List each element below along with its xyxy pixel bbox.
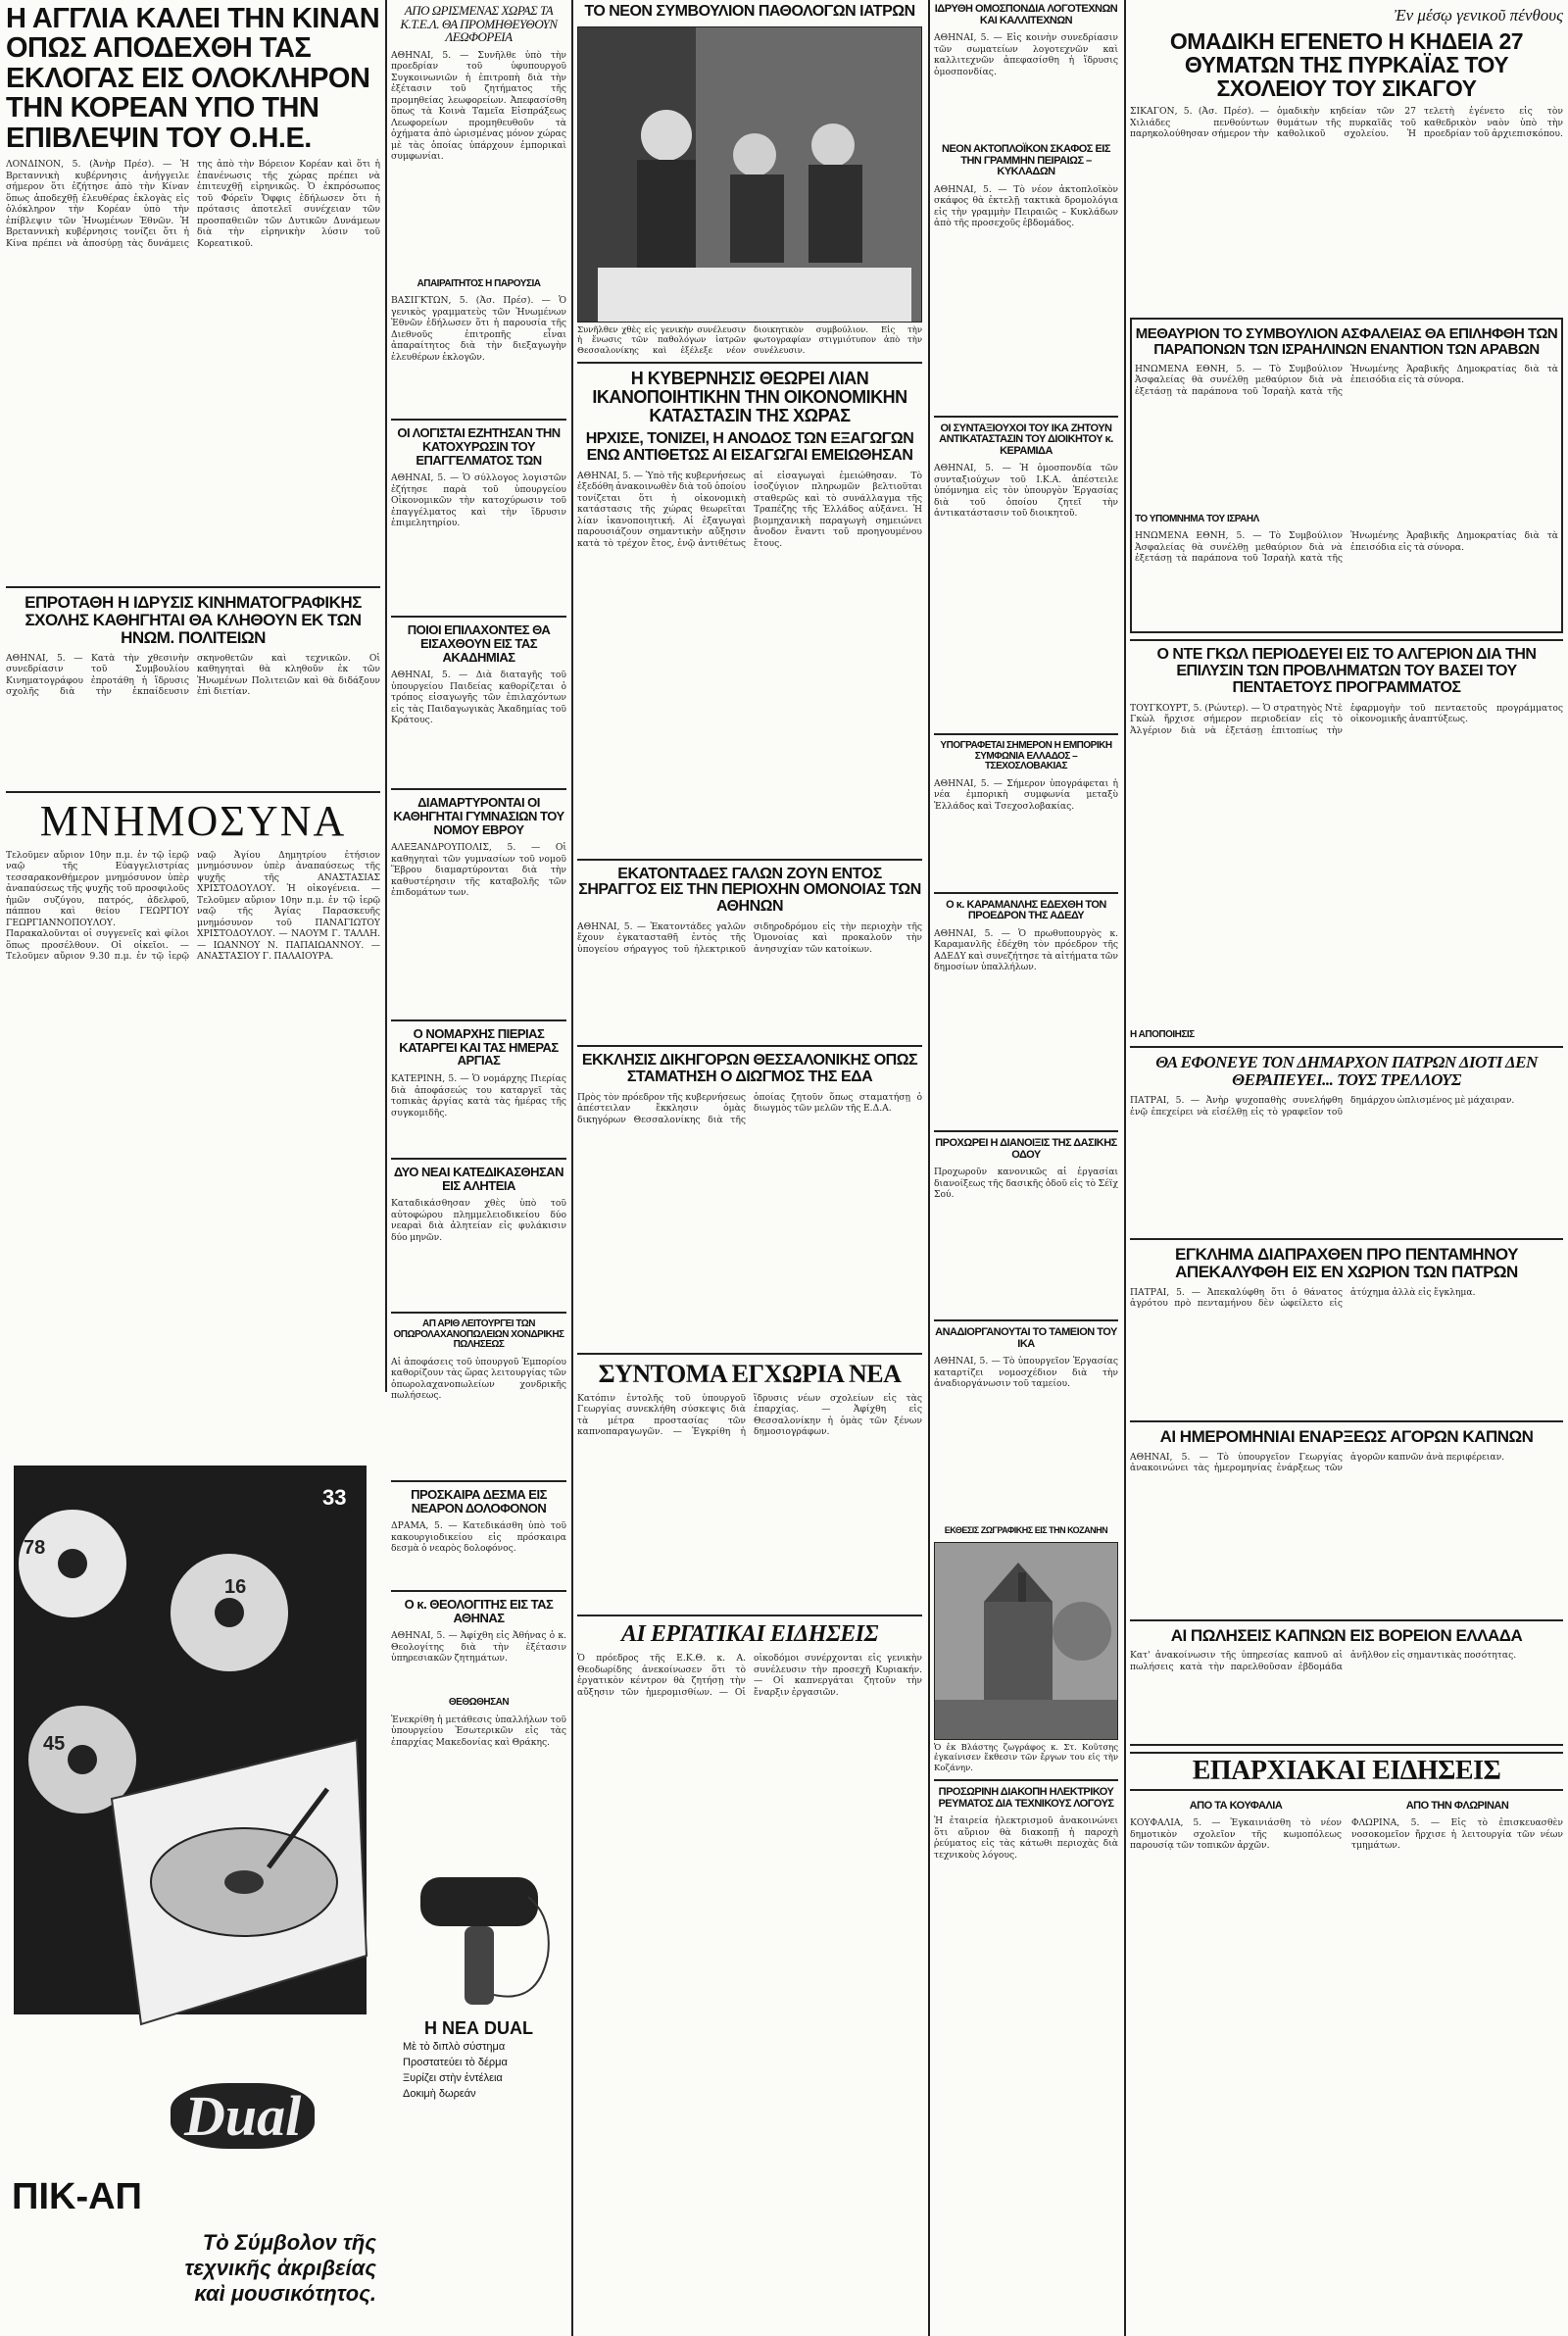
article-headline: ΤΟ ΝΕΟΝ ΣΥΜΒΟΥΛΙΟΝ ΠΑΘΟΛΟΓΩΝ ΙΑΤΡΩΝ [584,3,915,20]
divider [1130,1744,1563,1746]
ad-slogan-line: Τὸ Σύμβολον τῆς [202,2230,376,2255]
article-body: ΑΘΗΝΑΙ, 5. — Εἰς κοινὴν συνεδρίασιν τῶν σωματείων λογοτεχνῶν καὶ καλλιτεχνῶν ἀπεφασίσθη ἡ ἵδρυσις ὁμοσπονδίας. [934,32,1118,77]
photo-doctors-meeting [577,26,922,323]
column-4 [934,0,1118,2336]
column-1 [6,0,380,1392]
article-headline: ΘΕΘΩΘΗΣΑΝ [448,1697,510,1709]
razor-feature: Μὲ τὸ διπλὸ σύστημα [403,2040,506,2053]
kicker-note: Ἐν μέσῳ γενικοῦ πένθους [1394,6,1563,25]
turntable-illustration [4,1446,381,2054]
ad-slogan-line: καὶ μουσικότητος. [194,2281,376,2306]
ad-slogan [161,2230,376,2307]
divider [934,1319,1118,1321]
article-body: Κατ' ἀνακοίνωσιν τῆς ὑπηρεσίας καπνοῦ αἱ πωλήσεις κατὰ τὴν παρελθοῦσαν ἑβδομάδα ἀνῆλθον εἰς σημαντικὰς ποσότητας. [1130,1650,1517,1672]
article-body: ΠΑΤΡΑΙ, 5. — Ἀνὴρ ψυχοπαθὴς συνελήφθη ἐνῷ ἐπεχείρει νὰ εἰσέλθῃ εἰς τὸ γραφεῖον τοῦ δημάρχου ὡπλισμένος μὲ μάχαιραν. [1130,1095,1515,1118]
divider [934,1779,1118,1781]
article-body: ΑΘΗΝΑΙ, 5. — Τὸ ὑπουργεῖον Γεωργίας ἀνακοινώνει τὰς ἡμερομηνίας ἐνάρξεως τῶν ἀγορῶν καπνῶν ἀνὰ περιφέρειαν. [1130,1451,1505,1474]
photo-painting-exhibition [934,1542,1118,1740]
article-subheadline: ΑΠΑΙΡΑΙΤΗΤΟΣ Η ΠΑΡΟΥΣΙΑ [416,277,541,289]
article-body: ΑΘΗΝΑΙ, 5. — Τὸ ὑπουργεῖον Ἐργασίας καταρτίζει νομοσχέδιον διὰ τὴν ἀναδιοργάνωσιν τοῦ ταμείου. [934,1356,1118,1390]
razor-head [420,1877,538,1926]
divider [391,1480,566,1482]
photo-caption: Ὁ ἐκ Βλάστης ζωγράφος κ. Στ. Κοῦτσης ἐγκαίνισεν ἔκθεσιν τῶν ἔργων του εἰς τὴν Κοζάνην. [934,1742,1118,1773]
razor-handle [465,1926,494,2005]
column-rule [571,0,573,2336]
regional-news-row [1130,1797,1563,2034]
divider [934,733,1118,735]
record-label-45: 45 [43,1733,66,1755]
article-body: ΑΘΗΝΑΙ, 5. — Ὁ σύλλογος λογιστῶν ἐζήτησε παρὰ τοῦ ὑπουργείου Οἰκονομικῶν τὴν κατοχύρωσιν τοῦ ἐπαγγέλματος καὶ τὴν ἵδρυσιν ἐπιμελητηρίου. [391,472,566,529]
article-subheadline: ΤΟ ΥΠΟΜΝΗΜΑ ΤΟΥ ΙΣΡΑΗΛ [1135,513,1259,524]
divider [1130,1619,1563,1621]
divider [577,1353,922,1355]
boxed-article-security-council [1130,318,1563,633]
article-headline: ΟΙ ΣΥΝΤΑΞΙΟΥΧΟΙ ΤΟΥ ΙΚΑ ΖΗΤΟΥΝ ΑΝΤΙΚΑΤΑΣΤΑΣΙΝ ΤΟΥ ΔΙΟΙΚΗΤΟΥ κ. ΚΕΡΑΜΙΔΑ [939,422,1113,457]
divider [391,1590,566,1592]
article-subheadline: ΑΠΟ ΤΗΝ ΦΛΩΡΙΝΑΝ [1405,1799,1509,1812]
razor-illustration [391,1858,566,2014]
article-body: ΒΑΣΙΓΚΤΩΝ, 5. (Ἀσ. Πρέσ). — Ὁ γενικὸς γραμματεὺς τῶν Ἡνωμένων Ἐθνῶν ἐδήλωσεν ὅτι ἡ παρουσία τῆς Διεθνοῦς ἐπιτροπῆς εἶναι ἀπαραίτητος διὰ τὴν διεξαγωγὴν ἐλευθέρων ἐκλογῶν. [391,295,566,363]
divider [391,1312,566,1314]
article-body: ΑΘΗΝΑΙ, 5. — Διὰ διαταγῆς τοῦ ὑπουργείου Παιδείας καθορίζεται ὁ τρόπος εἰσαγωγῆς τῶν ἐπιλαχόντων εἰς τὰς Παιδαγωγικὰς Ἀκαδημίας τοῦ Κράτους. [391,670,566,726]
razor-feature: Δοκιμὴ δωρεάν [403,2087,476,2100]
divider [577,362,922,364]
article-body: ΑΘΗΝΑΙ, 5. — Ἑκατοντάδες γαλῶν ἔχουν ἐγκατασταθῆ ἐντὸς τῆς ὑπογείου σήραγγος τοῦ ἠλεκτρικοῦ σιδηροδρόμου εἰς τὴν περιοχὴν τῆς Ὁμονοίας καὶ προκαλοῦν τὴν ἀνησυχίαν τῶν κατοίκων. [577,920,922,955]
article-headline: ΠΡΟΧΩΡΕΙ Η ΔΙΑΝΟΙΞΙΣ ΤΗΣ ΔΑΣΙΚΗΣ ΟΔΟΥ [935,1136,1117,1161]
article-body: Καταδικάσθησαν χθὲς ὑπὸ τοῦ αὐτοφώρου πλημμελειοδικείου δύο νεαραὶ διὰ ἀλητείαν εἰς φυλάκισιν δύο μηνῶν. [391,1198,566,1243]
column-rule [928,0,930,2336]
regional-news-item [1351,1797,1563,2034]
article-body: ΠΑΤΡΑΙ, 5. — Ἀπεκαλύφθη ὅτι ὁ θάνατος ἀγρότου πρὸ πενταμήνου δὲν ὠφείλετο εἰς ἀτύχημα ἀλλὰ εἰς ἔγκλημα. [1130,1286,1476,1310]
article-headline: ΟΙ ΛΟΓΙΣΤΑΙ ΕΖΗΤΗΣΑΝ ΤΗΝ ΚΑΤΟΧΥΡΩΣΙΝ ΤΟΥ ΕΠΑΓΓΕΛΜΑΤΟΣ ΤΩΝ [397,425,561,468]
article-body: Αἱ ἀποφάσεις τοῦ ὑπουργοῦ Ἐμπορίου καθορίζουν τὰς ὥρας λειτουργίας τῶν ὀπωρολαχανοπωλείων χονδρικῆς πωλήσεως. [391,1356,566,1402]
article-headline: ΕΠΡΟΤΑΘΗ Η ΙΔΡΥΣΙΣ ΚΙΝΗΜΑΤΟΓΡΑΦΙΚΗΣ ΣΧΟΛΗΣ ΚΑΘΗΓΗΤΑΙ ΘΑ ΚΛΗΘΟΥΝ ΕΚ ΤΩΝ ΗΝΩΜ. ΠΟΛΙΤΕΙΩΝ [24,593,362,647]
advertisement-dual-razor [391,1858,566,2152]
article-subheadline: Η ΑΠΟΠΟΙΗΣΙΣ [1130,1028,1195,1040]
article-body: ΗΝΩΜΕΝΑ ΕΘΝΗ, 5. — Τὸ Συμβούλιον Ἀσφαλείας θὰ συνέλθῃ μεθαύριον διὰ νὰ ἐξετάσῃ τὰ παράπονα τοῦ Ἰσραὴλ κατὰ τῆς Ἡνωμένης Ἀραβικῆς Δημοκρατίας διὰ τὰ ἐπεισόδια εἰς τὰ σύνορα. [1135,530,1558,565]
article-body: Προχωροῦν κανονικῶς αἱ ἐργασίαι διανοίξεως τῆς δασικῆς ὁδοῦ εἰς τὸ Σέϊχ Σού. [934,1167,1118,1201]
article-headline: ΔΙΑΜΑΡΤΥΡΟΝΤΑΙ ΟΙ ΚΑΘΗΓΗΤΑΙ ΓΥΜΝΑΣΙΩΝ ΤΟΥ ΝΟΜΟΥ ΕΒΡΟΥ [393,795,564,837]
article-body: ΗΝΩΜΕΝΑ ΕΘΝΗ, 5. — Τὸ Συμβούλιον Ἀσφαλείας θὰ συνέλθῃ μεθαύριον διὰ νὰ ἐξετάσῃ τὰ παράπονα τοῦ Ἰσραὴλ κατὰ τῆς Ἡνωμένης Ἀραβικῆς Δημοκρατίας διὰ τὰ ἐπεισόδια εἰς τὰ σύνορα. [1135,363,1558,397]
article-headline: ΕΓΚΛΗΜΑ ΔΙΑΠΡΑΧΘΕΝ ΠΡΟ ΠΕΝΤΑΜΗΝΟΥ ΑΠΕΚΑΛΥΦΘΗ ΕΙΣ ΕΝ ΧΩΡΙΟΝ ΤΩΝ ΠΑΤΡΩΝ [1175,1245,1518,1281]
divider [1130,1046,1563,1048]
article-body: ΣΙΚΑΓΟΝ, 5. (Ἀσ. Πρέσ). — Χιλιάδες πενθούντων παρηκολούθησαν σήμερον τὴν ὁμαδικὴν κηδείαν τῶν 27 θυμάτων τῆς πυρκαϊᾶς τοῦ καθολικοῦ σχολείου. Ἡ τελετὴ ἐγένετο εἰς τὸν καθεδρικὸν ναὸν ὑπὸ τὴν προεδρίαν τοῦ ἀρχιεπισκόπου. [1130,106,1563,140]
divider [391,616,566,618]
article-headline: ΜΕΘΑΥΡΙΟΝ ΤΟ ΣΥΜΒΟΥΛΙΟΝ ΑΣΦΑΛΕΙΑΣ ΘΑ ΕΠΙΛΗΦΘΗ ΤΩΝ ΠΑΡΑΠΟΝΩΝ ΤΩΝ ΙΣΡΑΗΛΙΝΩΝ ΕΝΑΝΤΙΟΝ ΤΩΝ ΑΡΑΒΩΝ [1135,325,1558,359]
divider [934,1130,1118,1132]
painting-illustration [935,1543,1118,1739]
article-body: ΛΟΝΔΙΝΟΝ, 5. (Ἀνὴρ Πρέσ). — Ἡ Βρεταννικὴ κυβέρνησις ἀνήγγειλε σήμερον ὅτι ἐζήτησε ἀπὸ τὴν Κίναν ὅπως ἀποδεχθῇ ἐλευθέρας ἐκλογὰς εἰς ὁλόκληρον τὴν Κορέαν ὑπὸ τὴν ἐπίβλεψιν τῶν Ἡνωμένων Ἐθνῶν. Ἡ Βρεταννικὴ κυβέρνησις τονίζει ὅτι ἡ Κίνα πρέπει νὰ ἀποσύρῃ τὰς δυνάμεις της ἀπὸ τὴν Βόρειον Κορέαν καὶ ὅτι ἡ ἐπανένωσις τῆς χώρας πρέπει νὰ ἐπιτευχθῇ εἰρηνικῶς. Ὁ ἐκπρόσωπος τοῦ Φόρεϊν Ὄφφις ἐδήλωσεν ὅτι ἡ πρότασις ἀποτελεῖ συνέχειαν τῶν προσπαθειῶν τῶν Δυτικῶν Δυνάμεων διὰ τὴν εἰρηνικὴν λύσιν τοῦ Κορεατικοῦ. [6,159,380,249]
article-headline: Ο κ. ΚΑΡΑΜΑΝΛΗΣ ΕΔΕΧΘΗ ΤΟΝ ΠΡΟΕΔΡΟΝ ΤΗΣ ΑΔΕΔΥ [946,898,1106,922]
razor-feature: Ξυρίζει στὴν ἐντέλεια [403,2071,503,2084]
article-body: ΑΘΗΝΑΙ, 5. — Ὑπὸ τῆς κυβερνήσεως ἐξεδόθη ἀνακοινωθὲν διὰ τοῦ ὁποίου τονίζεται ὅτι ἡ οἰκονομικὴ κατάστασις τῆς χώρας θεωρεῖται λίαν ἱκανοποιητική. Αἱ ἐξαγωγαὶ παρουσιάζουν σημαντικὴν αὔξησιν κατὰ τὸ τρέχον ἔτος, ἐνῷ ἀντιθέτως αἱ εἰσαγωγαὶ ἐμειώθησαν. Τὸ ἰσοζύγιον πληρωμῶν βελτιοῦται σταθερῶς καὶ τὸ συνάλλαγμα τῆς Τραπέζης τῆς Ἑλλάδος αὐξάνει. Ἡ βιομηχανικὴ παραγωγὴ σημειώνει ἄνοδον ἔναντι τοῦ προηγουμένου ἔτους. [577,470,922,549]
platter-spindle [224,1870,264,1894]
column-rule [385,0,387,1392]
divider [577,1045,922,1047]
article-body: ΚΑΤΕΡΙΝΗ, 5. — Ὁ νομάρχης Πιερίας διὰ ἀποφάσεώς του καταργεῖ τὰς τοπικὰς ἀργίας κατὰ τὰς ἡμέρας τῆς συγκομιδῆς. [391,1073,566,1118]
column-2 [391,0,566,2336]
section-title-short-news: ΣΥΝΤΟΜΑ ΕΓΧΩΡΙΑ ΝΕΑ [598,1359,902,1388]
article-headline: ΘΑ ΕΦΟΝΕΥΕ ΤΟΝ ΔΗΜΑΡΧΟΝ ΠΑΤΡΩΝ ΔΙΟΤΙ ΔΕΝ ΘΕΡΑΠΕΥΕΙ... ΤΟΥΣ ΤΡΕΛΛΟΥΣ [1155,1053,1538,1090]
ad-title: ΠΙΚ-ΑΠ [12,2176,142,2217]
divider [934,892,1118,894]
article-headline: Η ΚΥΒΕΡΝΗΣΙΣ ΘΕΩΡΕΙ ΛΙΑΝ ΙΚΑΝΟΠΟΙΗΤΙΚΗΝ ΤΗΝ ΟΙΚΟΝΟΜΙΚΗΝ ΚΑΤΑΣΤΑΣΙΝ ΤΗΣ ΧΩΡΑΣ [592,369,907,426]
divider [577,1615,922,1616]
article-subheadline: ΑΠΟ ΤΑ ΚΟΥΦΑΛΙΑ [1189,1799,1283,1812]
article-headline: ΑΙ ΗΜΕΡΟΜΗΝΙΑΙ ΕΝΑΡΞΕΩΣ ΑΓΟΡΩΝ ΚΑΠΝΩΝ [1159,1426,1534,1446]
article-body: ΑΘΗΝΑΙ, 5. — Σήμερον ὑπογράφεται ἡ νέα ἐμπορικὴ συμφωνία μεταξὺ Ἑλλάδος καὶ Τσεχοσλοβακίας. [934,777,1118,812]
article-headline: Ο ΝΤΕ ΓΚΩΛ ΠΕΡΙΟΔΕΥΕΙ ΕΙΣ ΤΟ ΑΛΓΕΡΙΟΝ ΔΙΑ ΤΗΝ ΕΠΙΛΥΣΙΝ ΤΩΝ ΠΡΟΒΛΗΜΑΤΩΝ ΤΟΥ ΒΑΣΕΙ ΤΟΥ ΠΕΝΤΑΕΤΟΥΣ ΠΡΟΓΡΑΜΜΑΤΟΣ [1156,646,1537,697]
article-headline: Ο ΝΟΜΑΡΧΗΣ ΠΙΕΡΙΑΣ ΚΑΤΑΡΓΕΙ ΚΑΙ ΤΑΣ ΗΜΕΡΑΣ ΑΡΓΙΑΣ [399,1026,559,1069]
article-headline: ΑΠ ΑΡΙΘ ΛΕΙΤΟΥΡΓΕΙ ΤΩΝ ΟΠΩΡΟΛΑΧΑΝΟΠΩΛΕΙΩΝ ΧΟΝΔΡΙΚΗΣ ΠΩΛΗΣΕΩΣ [393,1318,564,1351]
article-headline: ΠΡΟΣΩΡΙΝΗ ΔΙΑΚΟΠΗ ΗΛΕΚΤΡΙΚΟΥ ΡΕΥΜΑΤΟΣ ΔΙΑ ΤΕΧΝΙΚΟΥΣ ΛΟΓΟΥΣ [938,1786,1114,1810]
article-headline: ΑΙ ΠΩΛΗΣΕΙΣ ΚΑΠΝΩΝ ΕΙΣ ΒΟΡΕΙΟΝ ΕΛΛΑΔΑ [1170,1625,1523,1645]
article-headline: ΝΕΟΝ ΑΚΤΟΠΛΟΪΚΟΝ ΣΚΑΦΟΣ ΕΙΣ ΤΗΝ ΓΡΑΜΜΗΝ ΠΕΙΡΑΙΩΣ – ΚΥΚΛΑΔΩΝ [942,143,1110,178]
article-body: Πρὸς τὸν πρόεδρον τῆς κυβερνήσεως ἀπέστειλαν ἔκκλησιν ὁμὰς δικηγόρων Θεσσαλονίκης διὰ τῆς ὁποίας ζητοῦν ὅπως σταματήσῃ ὁ διωγμὸς τῶν μελῶν τῆς Ε.Δ.Α. [577,1091,922,1125]
photo-caption: Συνῆλθεν χθὲς εἰς γενικὴν συνέλευσιν ἡ ἕνωσις τῶν παθολόγων ἰατρῶν Θεσσαλονίκης καὶ ἐξέλεξε νέον διοικητικὸν συμβούλιον. Εἰς τὴν φωτογραφίαν στιγμιότυπον ἀπὸ τὴν συνέλευσιν. [577,324,922,356]
article-headline: ΑΠΟ ΩΡΙΣΜΕΝΑΣ ΧΩΡΑΣ ΤΑ Κ.Τ.Ε.Λ. ΘΑ ΠΡΟΜΗΘΕΥΘΟΥΝ ΛΕΩΦΟΡΕΙΑ [400,3,558,45]
record-label-33: 33 [322,1485,347,1510]
razor-ad-features [391,2039,566,2102]
article-headline: ΔΥΟ ΝΕΑΙ ΚΑΤΕΔΙΚΑΣΘΗΣΑΝ ΕΙΣ ΑΛΗΤΕΙΑ [393,1165,564,1193]
divider [6,791,380,793]
article-body: ΑΘΗΝΑΙ, 5. — Ἀφίχθη εἰς Ἀθήνας ὁ κ. Θεολογίτης διὰ τὴν ἐξέτασιν ὑπηρεσιακῶν ζητημάτων. [391,1630,566,1665]
article-subheadline: ΗΡΧΙΣΕ, ΤΟΝΙΖΕΙ, Η ΑΝΟΔΟΣ ΤΩΝ ΕΞΑΓΩΓΩΝ ΕΝΩ ΑΝΤΙΘΕΤΩΣ ΑΙ ΕΙΣΑΓΩΓΑΙ ΕΜΕΙΩΘΗΣΑΝ [585,429,914,464]
article-body: ΔΡΑΜΑ, 5. — Κατεδικάσθη ὑπὸ τοῦ κακουργιοδικείου εἰς πρόσκαιρα δεσμὰ ὁ νεαρὸς δολοφόνος. [391,1520,566,1555]
article-body: ΑΘΗΝΑΙ, 5. — Ἡ ὁμοσπονδία τῶν συνταξιούχων τοῦ Ι.Κ.Α. ἀπέστειλε ὑπόμνημα εἰς τὸν ὑπουργὸν Ἐργασίας διὰ τοῦ ὁποίου ζητεῖ τὴν ἀντικατάστασιν τοῦ διοικητοῦ. [934,463,1118,520]
article-body: Κατόπιν ἐντολῆς τοῦ ὑπουργοῦ Γεωργίας συνεκλήθη σύσκεψις διὰ τὰ μέτρα προστασίας τῶν καπνοπαραγωγῶν. — Ἐγκρίθη ἡ ἵδρυσις νέων σχολείων εἰς τὰς ἐπαρχίας. — Ἀφίχθη εἰς Θεσσαλονίκην ἡ ὁμὰς τῶν ξένων δημοσιογράφων. [577,1392,922,1438]
main-headline: Η ΑΓΓΛΙΑ ΚΑΛΕΙ ΤΗΝ ΚΙΝΑΝ ΟΠΩΣ ΑΠΟΔΕΧΘΗ ΤΑΣ ΕΚΛΟΓΑΣ ΕΙΣ ΟΛΟΚΛΗΡΟΝ ΤΗΝ ΚΟΡΕΑΝ ΥΠΟ ΤΗΝ ΕΠΙΒΛΕΨΙΝ ΤΟΥ Ο.Η.Ε. [6,3,380,154]
article-headline: ΕΚΚΛΗΣΙΣ ΔΙΚΗΓΟΡΩΝ ΘΕΣΣΑΛΟΝΙΚΗΣ ΟΠΩΣ ΣΤΑΜΑΤΗΣΗ Ο ΔΙΩΓΜΟΣ ΤΗΣ ΕΔΑ [581,1051,918,1085]
photo-illustration [578,27,922,322]
divider [391,1158,566,1160]
obituary-notices: Τελοῦμεν αὔριον 10ην π.μ. ἐν τῷ ἱερῷ ναῷ τῆς Εὐαγγελιστρίας τεσσαρακονθήμερον μνημόσυνον ὑπὲρ ἀναπαύσεως τῆς ψυχῆς τοῦ προσφιλοῦς ἡμῶν συζύγου, πατρός, ἀδελφοῦ, πάππου καὶ θείου ΓΕΩΡΓΙΟΥ ΓΕΩΡΓΙΑΝΝΟΠΟΥΛΟΥ. Παρακαλοῦνται οἱ συγγενεῖς καὶ φίλοι ὅπως προσέλθουν. Οἱ οἰκεῖοι. — Τελοῦμεν αὔριον 9.30 π.μ. ἐν τῷ ἱερῷ ναῷ Ἁγίου Δημητρίου ἐτήσιον μνημόσυνον ὑπὲρ ἀναπαύσεως τῆς ψυχῆς τῆς ΑΝΑΣΤΑΣΙΑΣ ΧΡΙΣΤΟΔΟΥΛΟΥ. Ἡ οἰκογένεια. — Τελοῦμεν αὔριον 10ην π.μ. ἐν τῷ ἱερῷ ναῷ τῆς Ἁγίας Παρασκευῆς μνημόσυνον τοῦ ΠΑΝΑΓΙΩΤΟΥ ΧΡΙΣΤΟΔΟΥΛΟΥ. — ΝΑΟΥΜ Γ. ΤΑΛΛΗ. — ΙΩΑΝΝΟΥ Ν. ΠΑΠΑΙΩΑΝΝΟΥ. — ΑΝΑΣΤΑΣΙΟΥ Γ. ΠΑΛΑΙΟΥΡΑ. [6,849,380,963]
main-headline-chicago: ΟΜΑΔΙΚΗ ΕΓΕΝΕΤΟ Η ΚΗΔΕΙΑ 27 ΘΥΜΑΤΩΝ ΤΗΣ ΠΥΡΚΑΪΑΣ ΤΟΥ ΣΧΟΛΕΙΟΥ ΤΟΥ ΣΙΚΑΓΟΥ [1169,28,1524,102]
column-3 [577,0,922,2336]
regional-news-item [1130,1797,1342,2034]
article-headline: ΥΠΟΓΡΑΦΕΤΑΙ ΣΗΜΕΡΟΝ Η ΕΜΠΟΡΙΚΗ ΣΥΜΦΩΝΙΑ ΕΛΛΑΔΟΣ – ΤΣΕΧΟΣΛΟΒΑΚΙΑΣ [940,740,1112,772]
divider [391,788,566,790]
advertisement-dual-pickup [4,1397,381,2333]
article-headline: ΕΚΑΤΟΝΤΑΔΕΣ ΓΑΛΩΝ ΖΟΥΝ ΕΝΤΟΣ ΣΗΡΑΓΓΟΣ ΕΙΣ ΤΗΝ ΠΕΡΙΟΧΗΝ ΟΜΟΝΟΙΑΣ ΤΩΝ ΑΘΗΝΩΝ [578,865,921,916]
ad-slogan-line: τεχνικῆς ἀκριβείας [184,2256,376,2280]
article-headline: ΙΔΡΥΘΗ ΟΜΟΣΠΟΝΔΙΑ ΛΟΓΟΤΕΧΝΩΝ ΚΑΙ ΚΑΛΛΙΤΕΧΝΩΝ [934,3,1118,26]
article-headline: ΠΟΙΟΙ ΕΠΙΛΑΧΟΝΤΕΣ ΘΑ ΕΙΣΑΧΘΟΥΝ ΕΙΣ ΤΑΣ ΑΚΑΔΗΜΙΑΣ [407,622,551,665]
article-body: Ἡ ἐταιρεία ἠλεκτρισμοῦ ἀνακοινώνει ὅτι αὔριον θὰ διακοπῇ ἡ παροχὴ ῥεύματος εἰς τὰς κάτωθι περιοχὰς διὰ τεχνικοὺς λόγους. [934,1815,1118,1861]
record-center [58,1549,87,1578]
section-title-regional-news: ΕΠΑΡΧΙΑΚΑΙ ΕΙΔΗΣΕΙΣ [1130,1752,1563,1790]
article-body: Ἐνεκρίθη ἡ μετάθεσις ὑπαλλήλων τοῦ ὑπουργείου Ἐσωτερικῶν εἰς τὰς ἐπαρχίας Μακεδονίας καὶ Θράκης. [391,1714,566,1748]
article-body: ΑΘΗΝΑΙ, 5. — Συνῆλθε ὑπὸ τὴν προεδρίαν τοῦ ὑφυπουργοῦ Συγκοινωνιῶν ἡ ἐπιτροπὴ διὰ τὴν ἐξέτασιν τοῦ ζητήματος τῆς προμηθείας λεωφορείων. Ἀπεφασίσθη ὅπως τὰ Κοινὰ Ταμεῖα Εἰσπράξεως Λεωφορείων προμηθευθοῦν τὰ ὀχήματα ἀπὸ ὡρισμένας μόνον χώρας μὲ τὰς ὁποίας ὑπάρχουν ἐμπορικαὶ συμφωνίαι. [391,49,566,163]
ad-brand-logo: Dual [171,2083,315,2149]
divider [1130,639,1563,641]
column-rule [1124,0,1126,2336]
divider [1130,1238,1563,1240]
divider [934,416,1118,418]
article-headline: ΕΚΘΕΣΙΣ ΖΩΓΡΑΦΙΚΗΣ ΕΙΣ ΤΗΝ ΚΟΖΑΝΗΝ [944,1525,1108,1536]
record-label-78: 78 [24,1537,46,1559]
article-headline: Ο κ. ΘΕΟΛΟΓΙΤΗΣ ΕΙΣ ΤΑΣ ΑΘΗΝΑΣ [404,1597,554,1625]
section-title-labor-news: ΑΙ ΕΡΓΑΤΙΚΑΙ ΕΙΔΗΣΕΙΣ [621,1620,878,1647]
divider [391,1019,566,1021]
divider [577,859,922,861]
article-headline: ΑΝΑΔΙΟΡΓΑΝΟΥΤΑΙ ΤΟ ΤΑΜΕΙΟΝ ΤΟΥ ΙΚΑ [935,1326,1117,1350]
column-5 [1130,0,1563,2336]
divider [391,419,566,421]
razor-feature: Προστατεύει τὸ δέρμα [403,2056,508,2068]
record-center [215,1598,244,1627]
razor-ad-title: Η ΝΕΑ DUAL [424,2017,533,2038]
divider [6,586,380,588]
article-body: ΑΘΗΝΑΙ, 5. — Κατὰ τὴν χθεσινὴν συνεδρίασιν τοῦ Συμβουλίου Κινηματογράφου ἐπροτάθη ἡ ἵδρυσις σχολῆς διὰ τὴν ἐκπαίδευσιν σκηνοθετῶν καὶ τεχνικῶν. Οἱ καθηγηταὶ θὰ κληθοῦν ἐκ τῶν Ἡνωμένων Πολιτειῶν καὶ θὰ διδάξουν ἐπὶ διετίαν. [6,652,380,698]
article-body: ΤΟΥΓΚΟΥΡΤ, 5. (Ρώυτερ). — Ὁ στρατηγὸς Ντὲ Γκὼλ ἤρχισε σήμερον περιοδείαν εἰς τὸ Ἀλγέριον διὰ νὰ ἐξετάσῃ ἐπιτοπίως τὴν ἐφαρμογὴν τοῦ πενταετοῦς προγράμματος οἰκονομικῆς ἀναπτύξεως. [1130,702,1563,736]
article-headline: ΠΡΟΣΚΑΙΡΑ ΔΕΣΜΑ ΕΙΣ ΝΕΑΡΟΝ ΔΟΛΟΦΟΝΟΝ [411,1486,547,1516]
article-body: Ὁ πρόεδρος τῆς Ε.Κ.Θ. κ. Α. Θεοδωρίδης ἀνεκοίνωσεν ὅτι τὸ ἐργατικὸν κέντρον θὰ ζητήσῃ τὴν αὔξησιν τῶν ἡμερομισθίων. — Οἱ οἰκοδόμοι συνέρχονται εἰς γενικὴν συνέλευσιν τὴν προσεχῆ Κυριακήν. — Οἱ καπνεργάται ζητοῦν τὴν ἔναρξιν ἐργασιῶν. [577,1653,922,1698]
article-body: ΦΛΩΡΙΝΑ, 5. — Εἰς τὸ ἐπισκευασθὲν νοσοκομεῖον ἤρχισε ἡ λειτουργία τῶν νέων τμημάτων. [1351,1817,1563,1852]
article-body: ΑΘΗΝΑΙ, 5. — Τὸ νέον ἀκτοπλοϊκὸν σκάφος θὰ ἐκτελῇ τακτικὰ δρομολόγια εἰς τὴν γραμμὴν Πειραιῶς – Κυκλάδων ἀπὸ τῆς προσεχοῦς ἑβδομάδος. [934,183,1118,229]
record-center [68,1745,97,1774]
article-body: ΚΟΥΦΑΛΙΑ, 5. — Ἐγκαινιάσθη τὸ νέον δημοτικὸν σχολεῖον τῆς κωμοπόλεως παρουσίᾳ τῶν τοπικῶν ἀρχῶν. [1130,1817,1342,1852]
article-body: ΑΘΗΝΑΙ, 5. — Ὁ πρωθυπουργὸς κ. Καραμανλῆς ἐδέχθη τὸν πρόεδρον τῆς ΑΔΕΔΥ καὶ συνεζήτησε τὰ αἰτήματα τῶν δημοσίων ὑπαλλήλων. [934,927,1118,973]
record-label-16: 16 [224,1576,247,1598]
divider [1130,1420,1563,1422]
section-title-mnemosyna: ΜΝΗΜΟΣΥΝΑ [39,796,347,845]
article-body: ΑΛΕΞΑΝΔΡΟΥΠΟΛΙΣ, 5. — Οἱ καθηγηταὶ τῶν γυμνασίων τοῦ νομοῦ Ἕβρου διαμαρτύρονται διὰ τὴν καθυστέρησιν τῆς καταβολῆς τῶν ἐπιδομάτων των. [391,842,566,899]
